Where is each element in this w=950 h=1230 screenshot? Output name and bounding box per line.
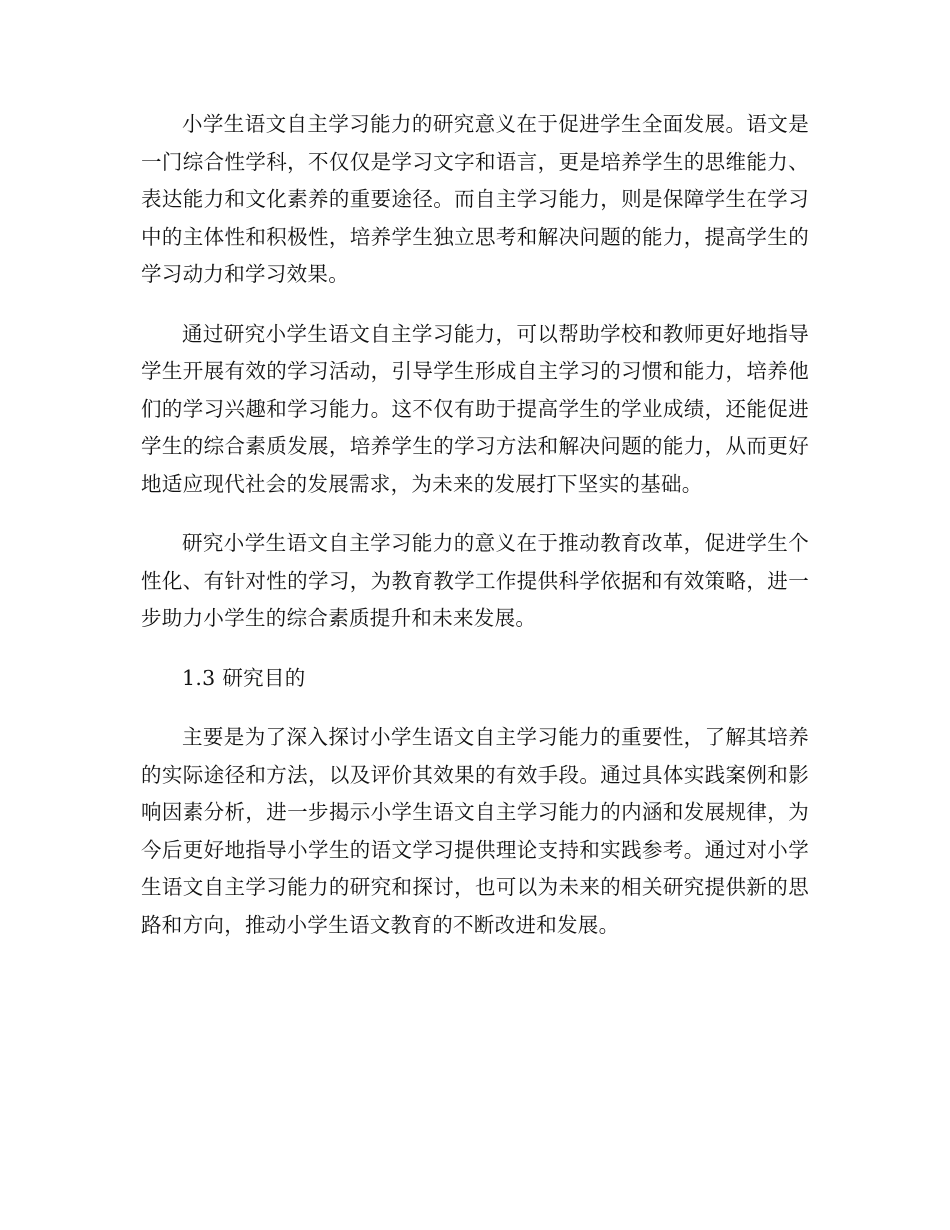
paragraph-research-purpose: 主要是为了深入探讨小学生语文自主学习能力的重要性，了解其培养的实际途径和方法，以及评价其效果的有效手段。通过具体实践案例和影响因素分析，进一步揭示小学生语文自主学习能力的内涵和发展规律，为今后更好地指导小学生的语文学习提供理论支持和实践参考。通过对小学生语文自主学习能力的研究和探讨，也可以为未来的相关研究提供新的思路和方向，推动小学生语文教育的不断改进和发展。 xyxy=(141,725,809,937)
paragraph-education-reform: 研究小学生语文自主学习能力的意义在于推动教育改革，促进学生个性化、有针对性的学习，为教育教学工作提供科学依据和有效策略，进一步助力小学生的综合素质提升和未来发展。 xyxy=(141,531,809,630)
section-heading: 1.3 研究目的 xyxy=(182,665,306,690)
paragraph-research-benefits: 通过研究小学生语文自主学习能力，可以帮助学校和教师更好地指导学生开展有效的学习活动，引导学生形成自主学习的习惯和能力，培养他们的学习兴趣和学习能力。这不仅有助于提高学生的学业成绩，还能促进学生的综合素质发展，培养学生的学习方法和解决问题的能力，从而更好地适应现代社会的发展需求，为未来的发展打下坚实的基础。 xyxy=(141,321,809,496)
document-body xyxy=(141,106,809,966)
paragraph-research-significance: 小学生语文自主学习能力的研究意义在于促进学生全面发展。语文是一门综合性学科，不仅仅是学习文字和语言，更是培养学生的思维能力、表达能力和文化素养的重要途径。而自主学习能力，则是保障学生在学习中的主体性和积极性，培养学生独立思考和解决问题的能力，提高学生的学习动力和学习效果。 xyxy=(141,112,809,286)
